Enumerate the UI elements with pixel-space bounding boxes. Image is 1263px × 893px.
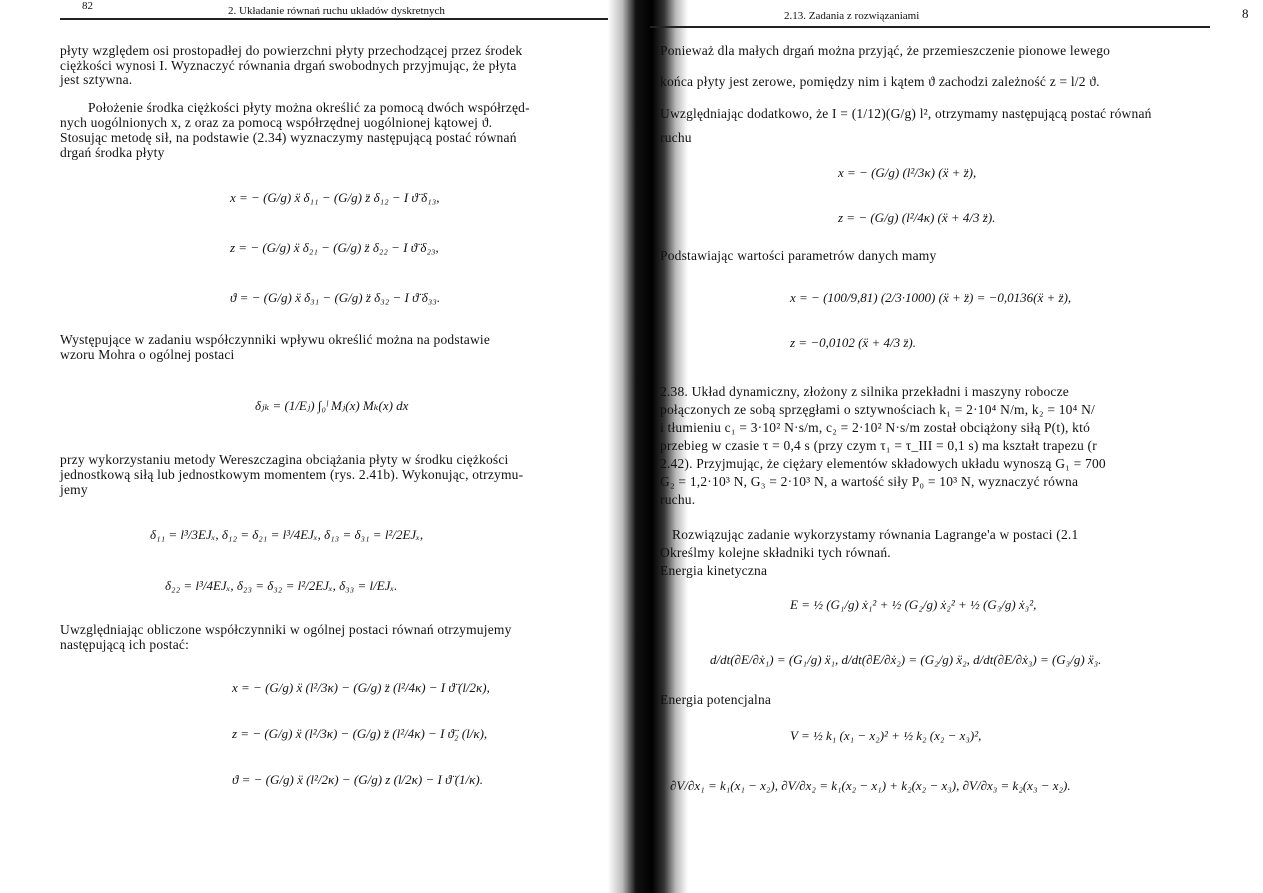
formula: d/dt(∂E/∂ẋ₁) = (G₁/g) ẍ₁, d/dt(∂E/∂ẋ₂) = (G₂/g) ẍ₂, d/dt(∂E/∂ẋ₃) = (G₃/g) ẍ₃.: [710, 652, 1102, 667]
text-line: Energia potencjalna: [660, 692, 772, 707]
text-line: ruchu: [660, 130, 692, 145]
formula: δ₂₂ = l³/4EJₓ, δ₂₃ = δ₃₂ = l²/2EJₓ, δ₃₃ = l/EJₓ.: [165, 578, 398, 593]
text-line: Stosując metodę sił, na podstawie (2.34) wyznaczymy następującą postać równań: [60, 130, 517, 145]
text-line: wzoru Mohra o ogólnej postaci: [60, 347, 235, 362]
formula: x = − (G/g) (l²/3κ) (ẍ + z̈),: [838, 165, 977, 180]
text-line: Ponieważ dla małych drgań można przyjąć, że przemieszczenie pionowe lewego: [660, 43, 1111, 58]
formula: δⱼₖ = (1/Eⱼ) ∫₀ˡ Mⱼ(x) Mₖ(x) dx: [255, 398, 409, 413]
left-page-number: 82: [82, 0, 93, 12]
text-line: ciężkości wynosi I. Wyznaczyć równania drgań swobodnych przyjmując, że płyta: [60, 58, 517, 73]
formula: z = −0,0102 (ẍ + 4/3 z̈).: [790, 335, 916, 350]
text-line: przebieg w czasie τ = 0,4 s (przy czym τ₁ = τ_III = 0,1 s) ma kształt trapezu (r: [660, 438, 1097, 453]
text-line: drgań środka płyty: [60, 145, 165, 160]
text-line: przy wykorzystaniu metody Wereszczagina obciążania płyty w środku ciężkości: [60, 452, 509, 467]
text-line: Występujące w zadaniu współczynniki wpływu określić można na podstawie: [60, 332, 491, 347]
formula: ϑ = − (G/g) ẍ δ₃₁ − (G/g) z̈ δ₃₂ − I ϑ̈ δ₃₃.: [230, 290, 441, 305]
formula: x = − (G/g) ẍ δ₁₁ − (G/g) z̈ δ₁₂ − I ϑ̈ δ₁₃,: [230, 190, 440, 205]
header-rule: [650, 26, 1210, 28]
formula: x = − (G/g) ẍ (l²/3κ) − (G/g) z̈ (l²/4κ) − I ϑ̈ (l/2κ),: [232, 680, 490, 695]
text-line: Rozwiązując zadanie wykorzystamy równania Lagrange'a w postaci (2.1: [672, 527, 1079, 542]
text-line: G₂ = 1,2·10³ N, G₃ = 2·10³ N, a wartość siły P₀ = 10³ N, wyznaczyć równa: [660, 474, 1079, 489]
left-running-head: 2. Układanie równań ruchu układów dyskretnych: [228, 5, 445, 17]
text-line: nych uogólnionych x, z oraz za pomocą współrzędnej uogólnionej kątowej ϑ.: [60, 115, 493, 130]
formula: z = − (G/g) ẍ (l²/3κ) − (G/g) z̈ (l²/4κ) − I ϑ̈₂ (l/κ),: [232, 726, 488, 741]
formula: ∂V/∂x₁ = k₁(x₁ − x₂), ∂V/∂x₂ = k₁(x₂ − x₁) + k₂(x₂ − x₃), ∂V/∂x₃ = k₂(x₃ − x₂).: [670, 778, 1071, 793]
text-line: jednostkową siłą lub jednostkowym momentem (rys. 2.41b). Wykonując, otrzymu-: [60, 467, 524, 482]
right-running-head: 2.13. Zadania z rozwiązaniami: [784, 10, 920, 22]
text-line: Uwzględniając obliczone współczynniki w ogólnej postaci równań otrzymujemy: [60, 622, 512, 637]
text-line: następującą ich postać:: [60, 637, 190, 652]
text-line: Położenie środka ciężkości płyty można określić za pomocą dwóch współrzęd-: [88, 100, 530, 115]
text-line: końca płyty jest zerowe, pomiędzy nim i kątem ϑ zachodzi zależność z = l/2 ϑ.: [660, 74, 1100, 89]
formula: E = ½ (G₁/g) ẋ₁² + ½ (G₂/g) ẋ₂² + ½ (G₃/g) ẋ₃²,: [790, 597, 1037, 612]
formula: z = − (G/g) (l²/4κ) (ẍ + 4/3 z̈).: [838, 210, 996, 225]
text-line: połączonych ze sobą sprzęgłami o sztywnościach k₁ = 2·10⁴ N/m, k₂ = 10⁴ N/: [660, 402, 1096, 417]
formula: V = ½ k₁ (x₁ − x₂)² + ½ k₂ (x₂ − x₃)²,: [790, 728, 982, 743]
text-line: ruchu.: [660, 492, 696, 507]
text-line: płyty względem osi prostopadłej do powierzchni płyty przechodzącej przez środek: [60, 43, 523, 58]
text-line: Podstawiając wartości parametrów danych mamy: [660, 248, 937, 263]
text-line: Uwzględniając dodatkowo, że I = (1/12)(G/g) l², otrzymamy następującą postać równań: [660, 106, 1152, 121]
text-line: i tłumieniu c₁ = 3·10² N·s/m, c₂ = 2·10² N·s/m został obciążony siłą P(t), któ: [660, 420, 1091, 435]
text-line: 2.42). Przyjmując, że ciężary elementów składowych układu wynoszą G₁ = 700: [660, 456, 1106, 471]
text-line: Energia kinetyczna: [660, 563, 768, 578]
header-rule: [60, 18, 620, 20]
formula: ϑ = − (G/g) ẍ (l²/2κ) − (G/g) z (l/2κ) − I ϑ̈ (1/κ).: [232, 772, 483, 787]
formula: z = − (G/g) ẍ δ₂₁ − (G/g) z̈ δ₂₂ − I ϑ̈ δ₂₃,: [230, 240, 439, 255]
text-line: Określmy kolejne składniki tych równań.: [660, 545, 891, 560]
text-line: jemy: [60, 482, 88, 497]
text-line: jest sztywna.: [60, 72, 133, 87]
right-page-number: 8: [1242, 6, 1249, 21]
problem-heading: 2.38. Układ dynamiczny, złożony z silnika przekładni i maszyny robocze: [660, 384, 1070, 399]
formula: x = − (100/9,81) (2/3·1000) (ẍ + z̈) = −0,0136(ẍ + z̈),: [790, 290, 1072, 305]
formula: δ₁₁ = l³/3EJₓ, δ₁₂ = δ₂₁ = l³/4EJₓ, δ₁₃ = δ₃₁ = l²/2EJₓ,: [150, 527, 424, 542]
